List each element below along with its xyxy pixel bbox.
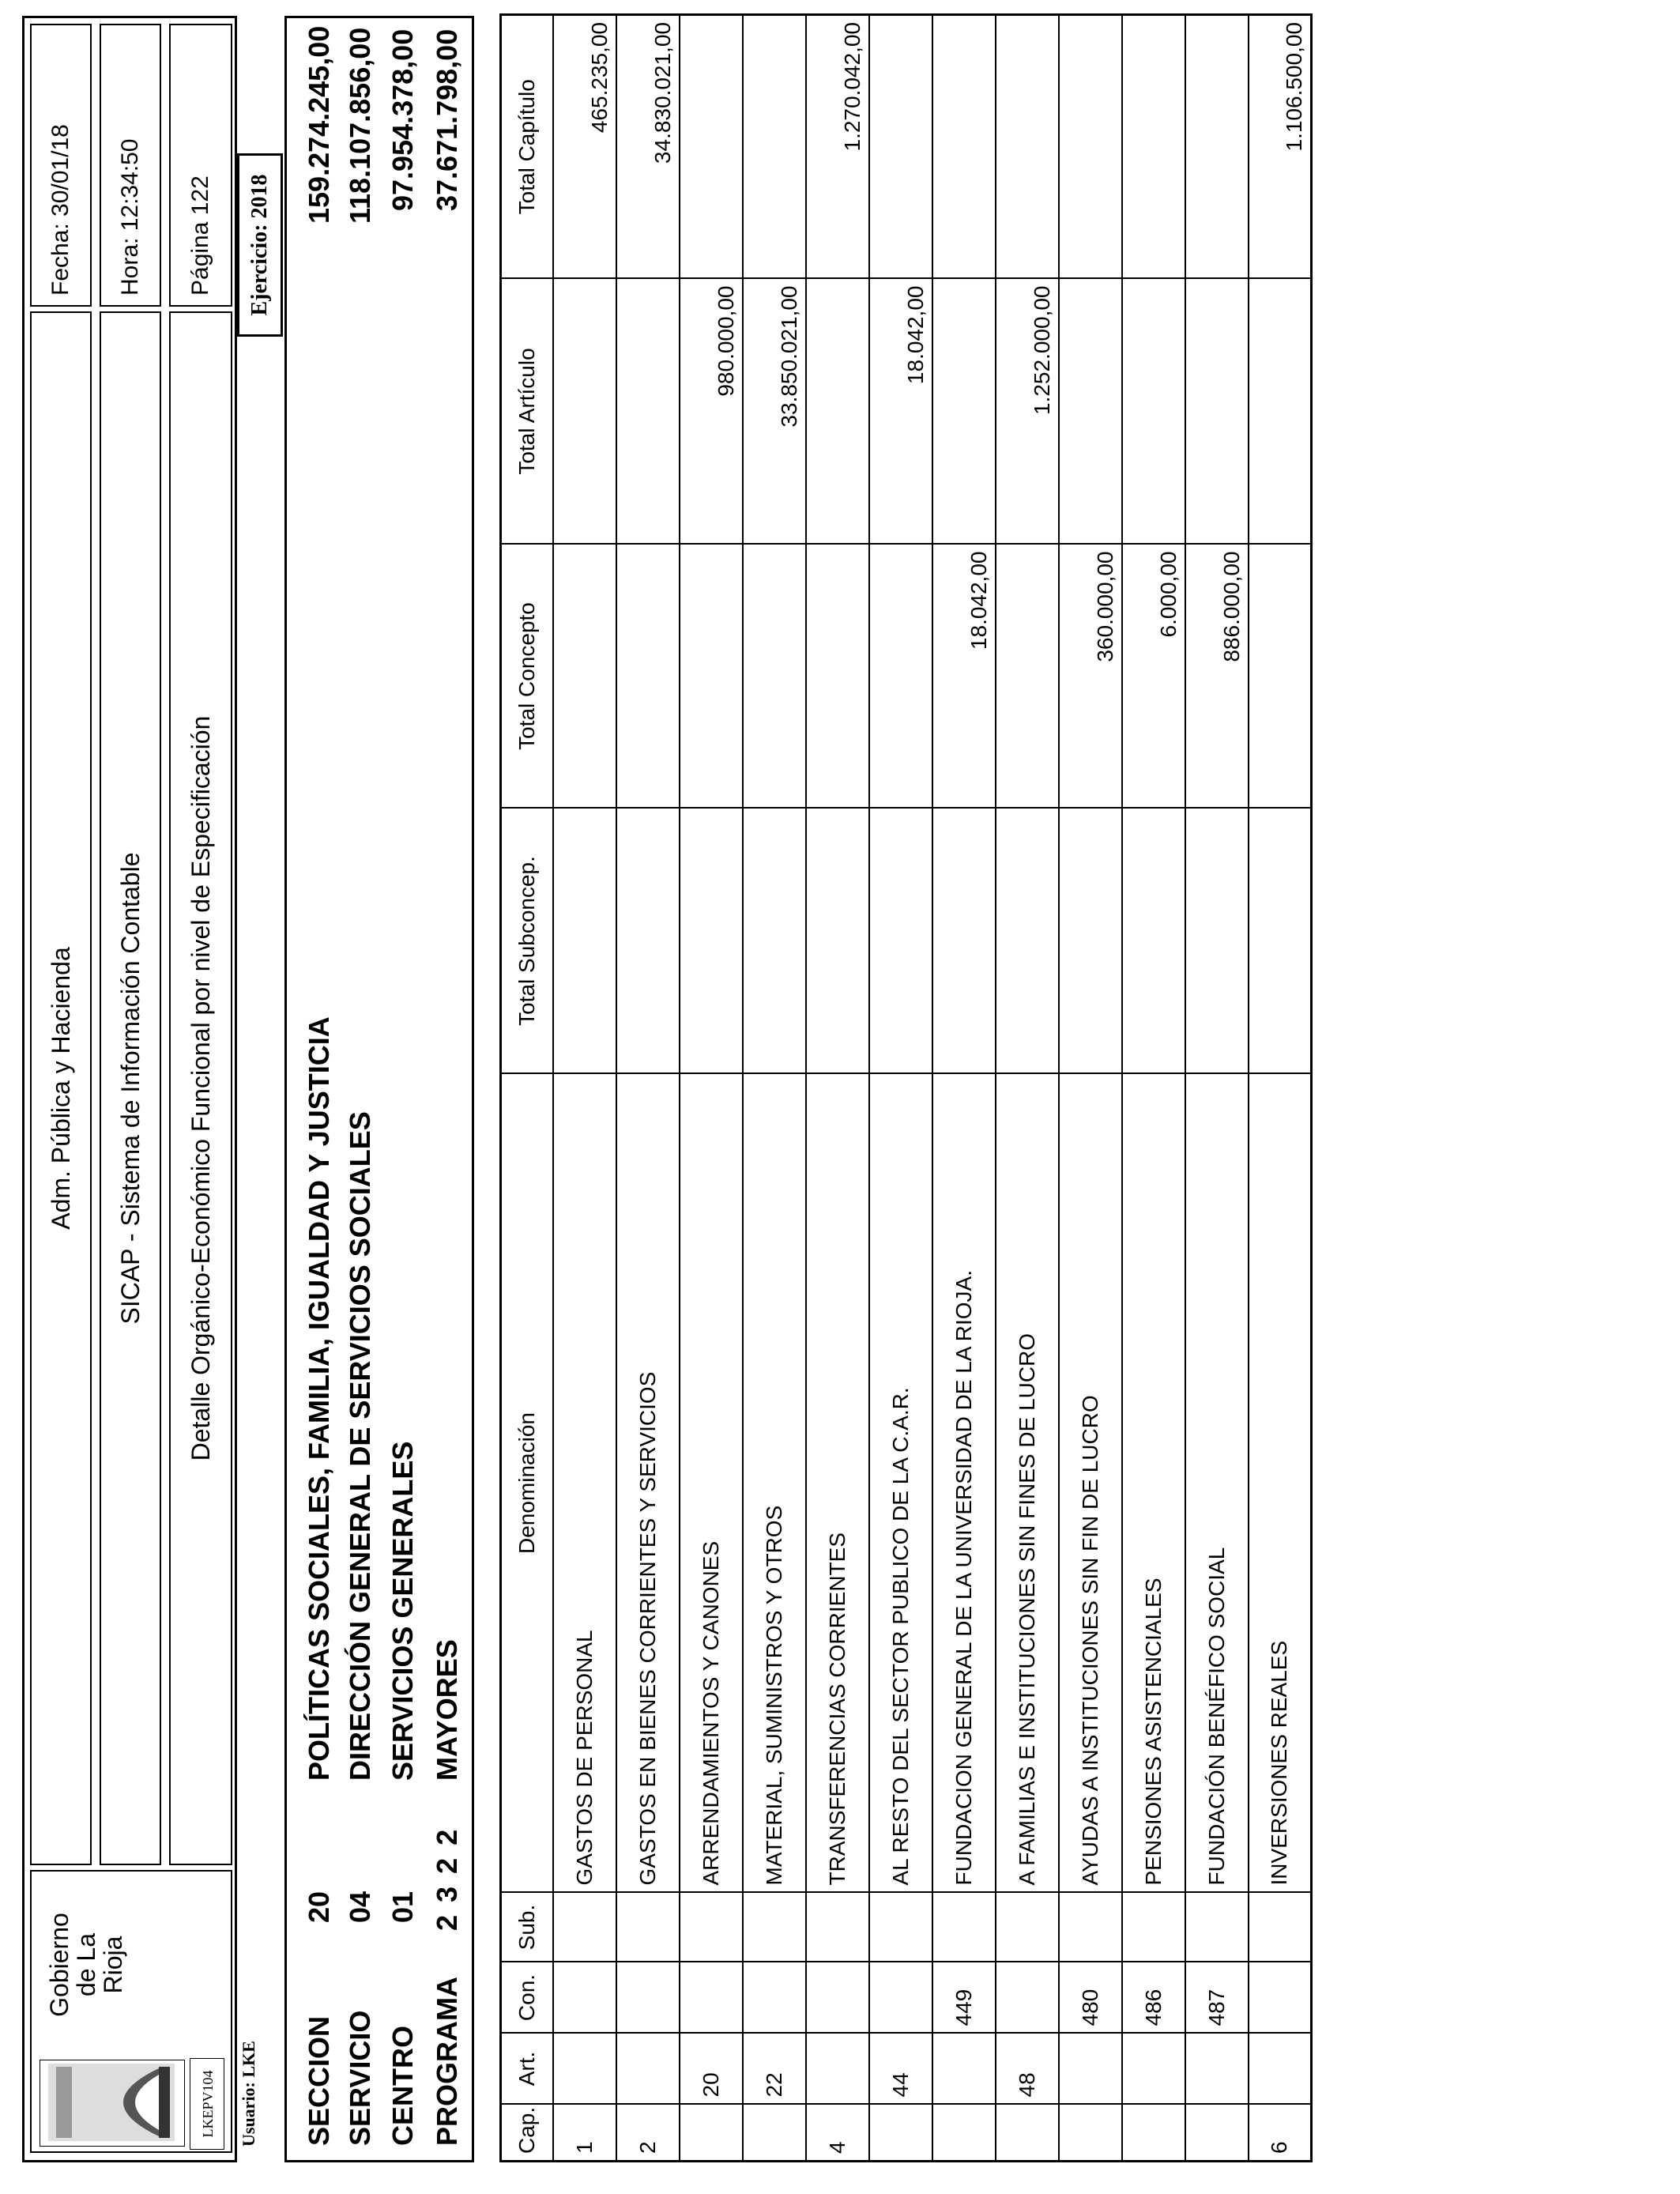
con-cell (806, 1962, 869, 2034)
table-row (932, 15, 996, 2162)
table-row (1122, 15, 1185, 2162)
cap-cell (996, 2105, 1059, 2162)
cap-cell: 4 (806, 2105, 869, 2162)
art-cell (806, 2034, 869, 2105)
total-subconcepto-cell (932, 809, 996, 1074)
denominacion-cell: PENSIONES ASISTENCIALES (1122, 1074, 1185, 1893)
total-concepto-cell: 18.042,00 (932, 545, 996, 809)
total-concepto-cell (616, 545, 680, 809)
denominacion-cell: GASTOS EN BIENES CORRIENTES Y SERVICIOS (616, 1074, 680, 1893)
total-articulo-cell (616, 279, 680, 545)
info-name-servicio: DIRECCIÓN GENERAL DE SERVICIOS SOCIALES (344, 1111, 376, 1781)
denominacion-cell: A FAMILIAS E INSTITUCIONES SIN FINES DE LUCRO (996, 1074, 1059, 1893)
table-row (553, 15, 616, 2162)
total-articulo-cell: 980.000,00 (680, 279, 743, 545)
total-subconcepto-cell (743, 809, 806, 1074)
art-cell (553, 2034, 616, 2105)
budget-table (499, 13, 1313, 2162)
con-cell (616, 1962, 680, 2034)
col-sub: Sub. (501, 1893, 553, 1962)
info-amount-programa: 37.671.798,00 (431, 28, 463, 211)
title-detalle: Detalle Orgánico-Económico Funcional por nivel de Especificación (169, 311, 232, 1865)
sub-cell (1185, 1893, 1249, 1962)
cap-cell (869, 2105, 932, 2162)
ejercicio: Ejercicio: 2018 (237, 153, 283, 337)
art-cell (932, 2034, 996, 2105)
total-concepto-cell (743, 545, 806, 809)
total-articulo-cell (1249, 279, 1312, 545)
total-concepto-cell (1249, 545, 1312, 809)
info-code-centro: 01 (386, 1891, 419, 1923)
info-amount-servicio: 118.107.856,00 (344, 27, 376, 224)
denominacion-cell: FUNDACIÓN BENÉFICO SOCIAL (1185, 1074, 1249, 1893)
total-concepto-cell (806, 545, 869, 809)
total-concepto-cell (996, 545, 1059, 809)
total-concepto-cell: 886.000,00 (1185, 545, 1249, 809)
total-capitulo-cell (932, 15, 996, 279)
info-name-programa: MAYORES (431, 1639, 463, 1781)
col-denominacion: Denominación (501, 1074, 553, 1893)
table-row (869, 15, 932, 2162)
total-subconcepto-cell (1059, 809, 1122, 1074)
info-name-centro: SERVICIOS GENERALES (386, 1441, 419, 1781)
total-capitulo-cell: 1.106.500,00 (1249, 15, 1312, 279)
cap-cell (1059, 2105, 1122, 2162)
sub-cell (1122, 1893, 1185, 1962)
sub-cell (616, 1893, 680, 1962)
total-concepto-cell: 360.000,00 (1059, 545, 1122, 809)
table-row (806, 15, 869, 2162)
col-total-capitulo: Total Capítulo (501, 15, 553, 279)
report-code: LKEPV104 (190, 2058, 224, 2150)
total-subconcepto-cell (1249, 809, 1312, 1074)
total-capitulo-cell (996, 15, 1059, 279)
con-cell: 480 (1059, 1962, 1122, 2034)
total-capitulo-cell (743, 15, 806, 279)
pagina: Página 122 (169, 24, 232, 307)
con-cell: 487 (1185, 1962, 1249, 2034)
denominacion-cell: AYUDAS A INSTITUCIONES SIN FIN DE LUCRO (1059, 1074, 1122, 1893)
total-concepto-cell (680, 545, 743, 809)
denominacion-cell: FUNDACION GENERAL DE LA UNIVERSIDAD DE LA RIOJA. (932, 1074, 996, 1893)
col-con: Con. (501, 1962, 553, 2034)
total-capitulo-cell (869, 15, 932, 279)
art-cell: 48 (996, 2034, 1059, 2105)
fecha: Fecha: 30/01/18 (30, 24, 92, 307)
gov-line-2: de La (72, 1932, 100, 1997)
info-name-seccion: POLÍTICAS SOCIALES, FAMILIA, IGUALDAD Y JUSTICIA (303, 1016, 335, 1781)
cap-cell (680, 2105, 743, 2162)
col-cap: Cap. (501, 2105, 553, 2162)
info-amount-seccion: 159.274.245,00 (303, 25, 335, 224)
art-cell (1185, 2034, 1249, 2105)
denominacion-cell: GASTOS DE PERSONAL (553, 1074, 616, 1893)
info-code-programa: 2 3 2 2 (431, 1829, 463, 1931)
col-total-concepto: Total Concepto (501, 545, 553, 809)
sub-cell (869, 1893, 932, 1962)
art-cell: 44 (869, 2034, 932, 2105)
con-cell (869, 1962, 932, 2034)
denominacion-cell: AL RESTO DEL SECTOR PUBLICO DE LA C.A.R. (869, 1074, 932, 1893)
cap-cell: 6 (1249, 2105, 1312, 2162)
info-code-servicio: 04 (344, 1891, 376, 1923)
total-articulo-cell (1185, 279, 1249, 545)
total-capitulo-cell (1122, 15, 1185, 279)
art-cell (1059, 2034, 1122, 2105)
total-articulo-cell (806, 279, 869, 545)
con-cell (1249, 1962, 1312, 2034)
total-subconcepto-cell (616, 809, 680, 1074)
con-cell: 449 (932, 1962, 996, 2034)
sub-cell (996, 1893, 1059, 1962)
cap-cell (743, 2105, 806, 2162)
art-cell: 22 (743, 2034, 806, 2105)
sub-cell (932, 1893, 996, 1962)
total-articulo-cell: 33.850.021,00 (743, 279, 806, 545)
table-header-row (501, 15, 553, 2162)
total-subconcepto-cell (1122, 809, 1185, 1074)
total-capitulo-cell (680, 15, 743, 279)
total-articulo-cell (932, 279, 996, 545)
art-cell (1249, 2034, 1312, 2105)
sub-cell (1249, 1893, 1312, 1962)
total-capitulo-cell (1185, 15, 1249, 279)
art-cell (1122, 2034, 1185, 2105)
gov-line-3: Rioja (99, 1936, 127, 1994)
con-cell (553, 1962, 616, 2034)
info-label-programa: PROGRAMA (431, 1977, 463, 2146)
total-subconcepto-cell (869, 809, 932, 1074)
sub-cell (1059, 1893, 1122, 1962)
sub-cell (743, 1893, 806, 1962)
cap-cell (1122, 2105, 1185, 2162)
info-label-servicio: SERVICIO (344, 2010, 376, 2146)
total-subconcepto-cell (996, 809, 1059, 1074)
col-art: Art. (501, 2034, 553, 2105)
government-name (46, 1878, 126, 2052)
sub-cell (806, 1893, 869, 1962)
cap-cell: 1 (553, 2105, 616, 2162)
art-cell: 20 (680, 2034, 743, 2105)
hora: Hora: 12:34:50 (100, 24, 161, 307)
denominacion-cell: ARRENDAMIENTOS Y CANONES (680, 1074, 743, 1893)
total-articulo-cell: 18.042,00 (869, 279, 932, 545)
total-articulo-cell (1059, 279, 1122, 545)
usuario: Usuario: LKE (239, 2041, 258, 2147)
total-subconcepto-cell (806, 809, 869, 1074)
denominacion-cell: INVERSIONES REALES (1249, 1074, 1312, 1893)
program-info (284, 16, 474, 2162)
con-cell (996, 1962, 1059, 2034)
total-concepto-cell: 6.000,00 (1122, 545, 1185, 809)
denominacion-cell: TRANSFERENCIAS CORRIENTES (806, 1074, 869, 1893)
info-amount-centro: 97.954.378,00 (386, 28, 419, 211)
total-subconcepto-cell (680, 809, 743, 1074)
total-capitulo-cell: 465.235,00 (553, 15, 616, 279)
table-row (1249, 15, 1312, 2162)
info-label-centro: CENTRO (386, 2026, 419, 2146)
total-capitulo-cell: 1.270.042,00 (806, 15, 869, 279)
info-code-seccion: 20 (303, 1891, 335, 1923)
denominacion-cell: MATERIAL, SUMINISTROS Y OTROS (743, 1074, 806, 1893)
total-capitulo-cell: 34.830.021,00 (616, 15, 680, 279)
table-row (996, 15, 1059, 2162)
cap-cell (1185, 2105, 1249, 2162)
total-articulo-cell (553, 279, 616, 545)
table-row (743, 15, 806, 2162)
title-adm: Adm. Pública y Hacienda (30, 311, 92, 1865)
table-row (616, 15, 680, 2162)
cap-cell (932, 2105, 996, 2162)
table-row (1059, 15, 1122, 2162)
col-total-subconcepto: Total Subconcep. (501, 809, 553, 1074)
total-subconcepto-cell (1185, 809, 1249, 1074)
col-total-articulo: Total Artículo (501, 279, 553, 545)
table-row (1185, 15, 1249, 2162)
art-cell (616, 2034, 680, 2105)
title-sicap: SICAP - Sistema de Información Contable (100, 311, 161, 1865)
total-capitulo-cell (1059, 15, 1122, 279)
total-articulo-cell: 1.252.000,00 (996, 279, 1059, 545)
con-cell: 486 (1122, 1962, 1185, 2034)
total-concepto-cell (553, 545, 616, 809)
rioja-logo (40, 2060, 185, 2147)
table-row (680, 15, 743, 2162)
total-concepto-cell (869, 545, 932, 809)
sub-cell (553, 1893, 616, 1962)
con-cell (743, 1962, 806, 2034)
con-cell (680, 1962, 743, 2034)
info-label-seccion: SECCION (303, 2015, 335, 2146)
sub-cell (680, 1893, 743, 1962)
cap-cell: 2 (616, 2105, 680, 2162)
total-subconcepto-cell (553, 809, 616, 1074)
gov-line-1: Gobierno (45, 1913, 73, 2017)
total-articulo-cell (1122, 279, 1185, 545)
